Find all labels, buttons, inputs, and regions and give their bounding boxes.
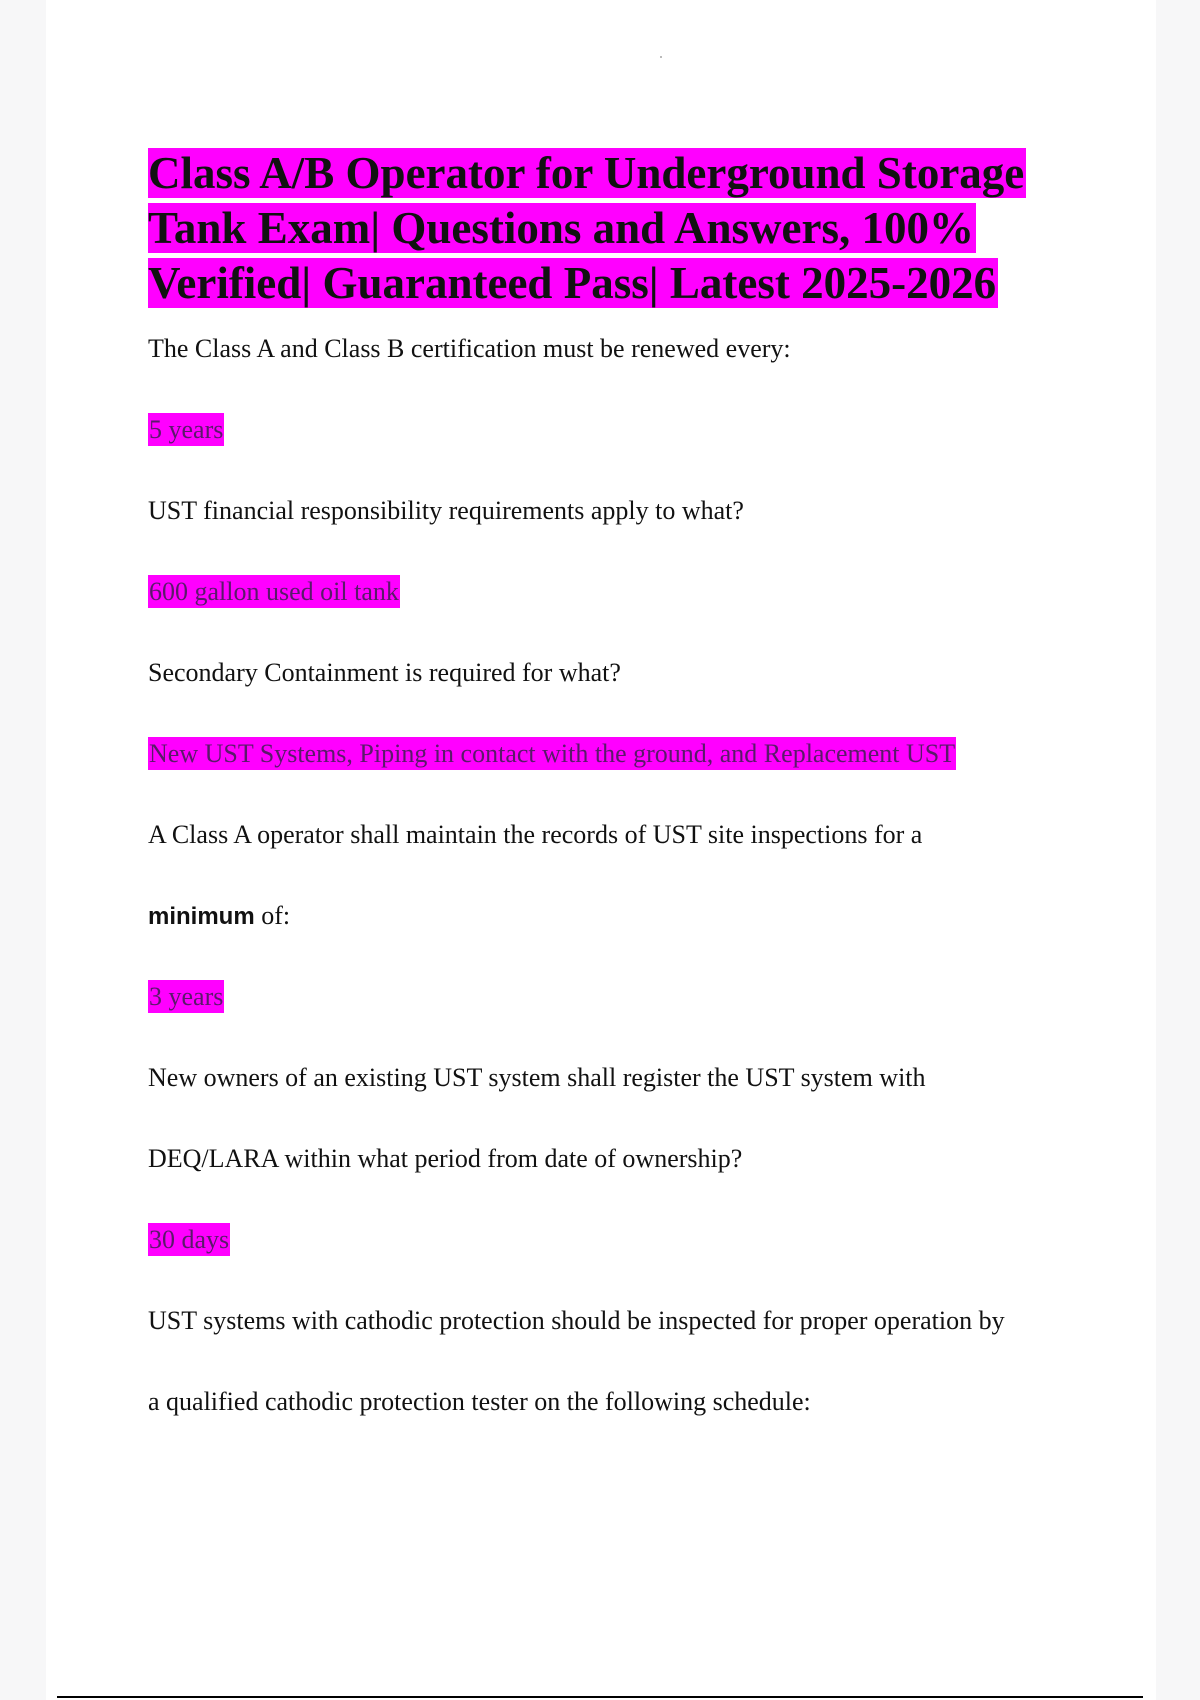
speck bbox=[660, 56, 662, 58]
footer-rule bbox=[57, 1696, 1143, 1698]
question-text: DEQ/LARA within what period from date of ownership? bbox=[148, 1144, 743, 1173]
answer-highlight: New UST Systems, Piping in contact with the ground, and Replacement UST bbox=[149, 739, 956, 768]
question-text: Secondary Containment is required for what? bbox=[148, 658, 621, 687]
answer-highlight: 5 years bbox=[149, 415, 224, 444]
question-text-tail: of: bbox=[254, 901, 291, 930]
answer-highlight: 600 gallon used oil tank bbox=[149, 577, 399, 606]
answer-text bbox=[148, 1220, 1128, 1301]
question-text: UST financial responsibility requirements apply to what? bbox=[148, 496, 744, 525]
answer-text bbox=[148, 410, 1128, 491]
question-text-continued bbox=[148, 896, 1128, 977]
answer-text bbox=[148, 734, 1128, 815]
question-text: UST systems with cathodic protection should be inspected for proper operation by bbox=[148, 1306, 1005, 1335]
answer-highlight: 30 days bbox=[149, 1225, 230, 1254]
title-highlight: Class A/B Operator for Underground Storage Tank Exam| Questions and Answers, 100% Verified| Guaranteed Pass| Latest 2025-2026 bbox=[148, 148, 1025, 308]
document-title bbox=[148, 146, 1128, 311]
document-page bbox=[46, 0, 1156, 1700]
answer-highlight: 3 years bbox=[149, 982, 224, 1011]
answer-text bbox=[148, 977, 1128, 1058]
emphasis-text: minimum bbox=[148, 903, 255, 930]
question-text: New owners of an existing UST system shall register the UST system with bbox=[148, 1063, 926, 1092]
question-text: The Class A and Class B certification must be renewed every: bbox=[148, 334, 791, 363]
question-text: A Class A operator shall maintain the records of UST site inspections for a bbox=[148, 820, 923, 849]
question-text: a qualified cathodic protection tester on the following schedule: bbox=[148, 1387, 811, 1416]
answer-text bbox=[148, 572, 1128, 653]
document-content bbox=[148, 146, 1128, 1463]
